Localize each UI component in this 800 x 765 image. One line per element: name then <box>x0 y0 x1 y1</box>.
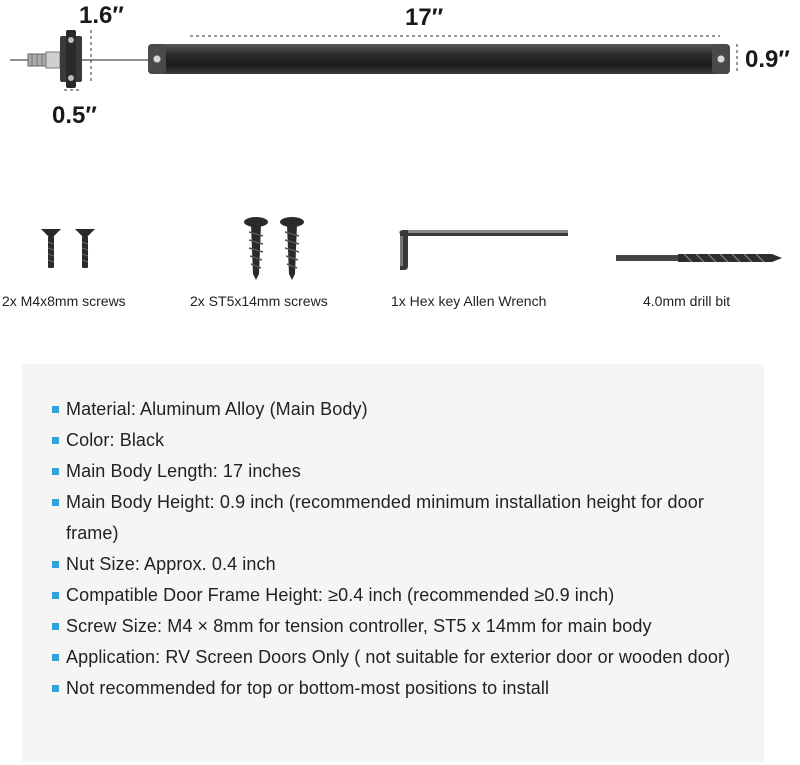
bullet-icon <box>52 406 59 413</box>
accessories-row <box>0 200 800 320</box>
flat-head-screw-icon <box>38 226 108 272</box>
accessory-label: 1x Hex key Allen Wrench <box>391 293 547 309</box>
bullet-icon <box>52 437 59 444</box>
spec-item: Main Body Length: 17 inches <box>52 456 752 487</box>
drill-bit-icon <box>614 250 784 266</box>
bracket-width-label: 1.6″ <box>79 2 124 29</box>
spec-item: Nut Size: Approx. 0.4 inch <box>52 549 752 580</box>
self-tapping-screw-icon <box>240 216 312 282</box>
spec-list <box>52 394 752 704</box>
spec-item: Compatible Door Frame Height: ≥0.4 inch (recommended ≥0.9 inch) <box>52 580 752 611</box>
bullet-icon <box>52 592 59 599</box>
accessory-label: 2x ST5x14mm screws <box>190 293 328 309</box>
bracket-icon <box>60 30 82 88</box>
spec-item: Main Body Height: 0.9 inch (recommended minimum installation height for door frame) <box>52 487 752 549</box>
bracket-depth-label: 0.5″ <box>52 102 97 129</box>
body-height-label: 0.9″ <box>745 46 790 73</box>
tension-nut-icon <box>28 52 60 68</box>
spec-item: Application: RV Screen Doors Only ( not suitable for exterior door or wooden door) <box>52 642 752 673</box>
spec-item: Screw Size: M4 × 8mm for tension controller, ST5 x 14mm for main body <box>52 611 752 642</box>
spec-item: Not recommended for top or bottom-most positions to install <box>52 673 752 704</box>
product-dimension-diagram <box>0 0 800 140</box>
bullet-icon <box>52 685 59 692</box>
accessory-label: 4.0mm drill bit <box>643 293 731 309</box>
bullet-icon <box>52 499 59 506</box>
specifications-panel <box>22 364 764 762</box>
bullet-icon <box>52 654 59 661</box>
bullet-icon <box>52 468 59 475</box>
main-body-bar-icon <box>148 44 730 74</box>
bullet-icon <box>52 561 59 568</box>
hex-key-icon <box>392 226 572 272</box>
accessory-label: 2x M4x8mm screws <box>2 293 126 309</box>
bullet-icon <box>52 623 59 630</box>
spec-item: Color: Black <box>52 425 752 456</box>
body-length-label: 17″ <box>405 4 444 31</box>
spec-item: Material: Aluminum Alloy (Main Body) <box>52 394 752 425</box>
